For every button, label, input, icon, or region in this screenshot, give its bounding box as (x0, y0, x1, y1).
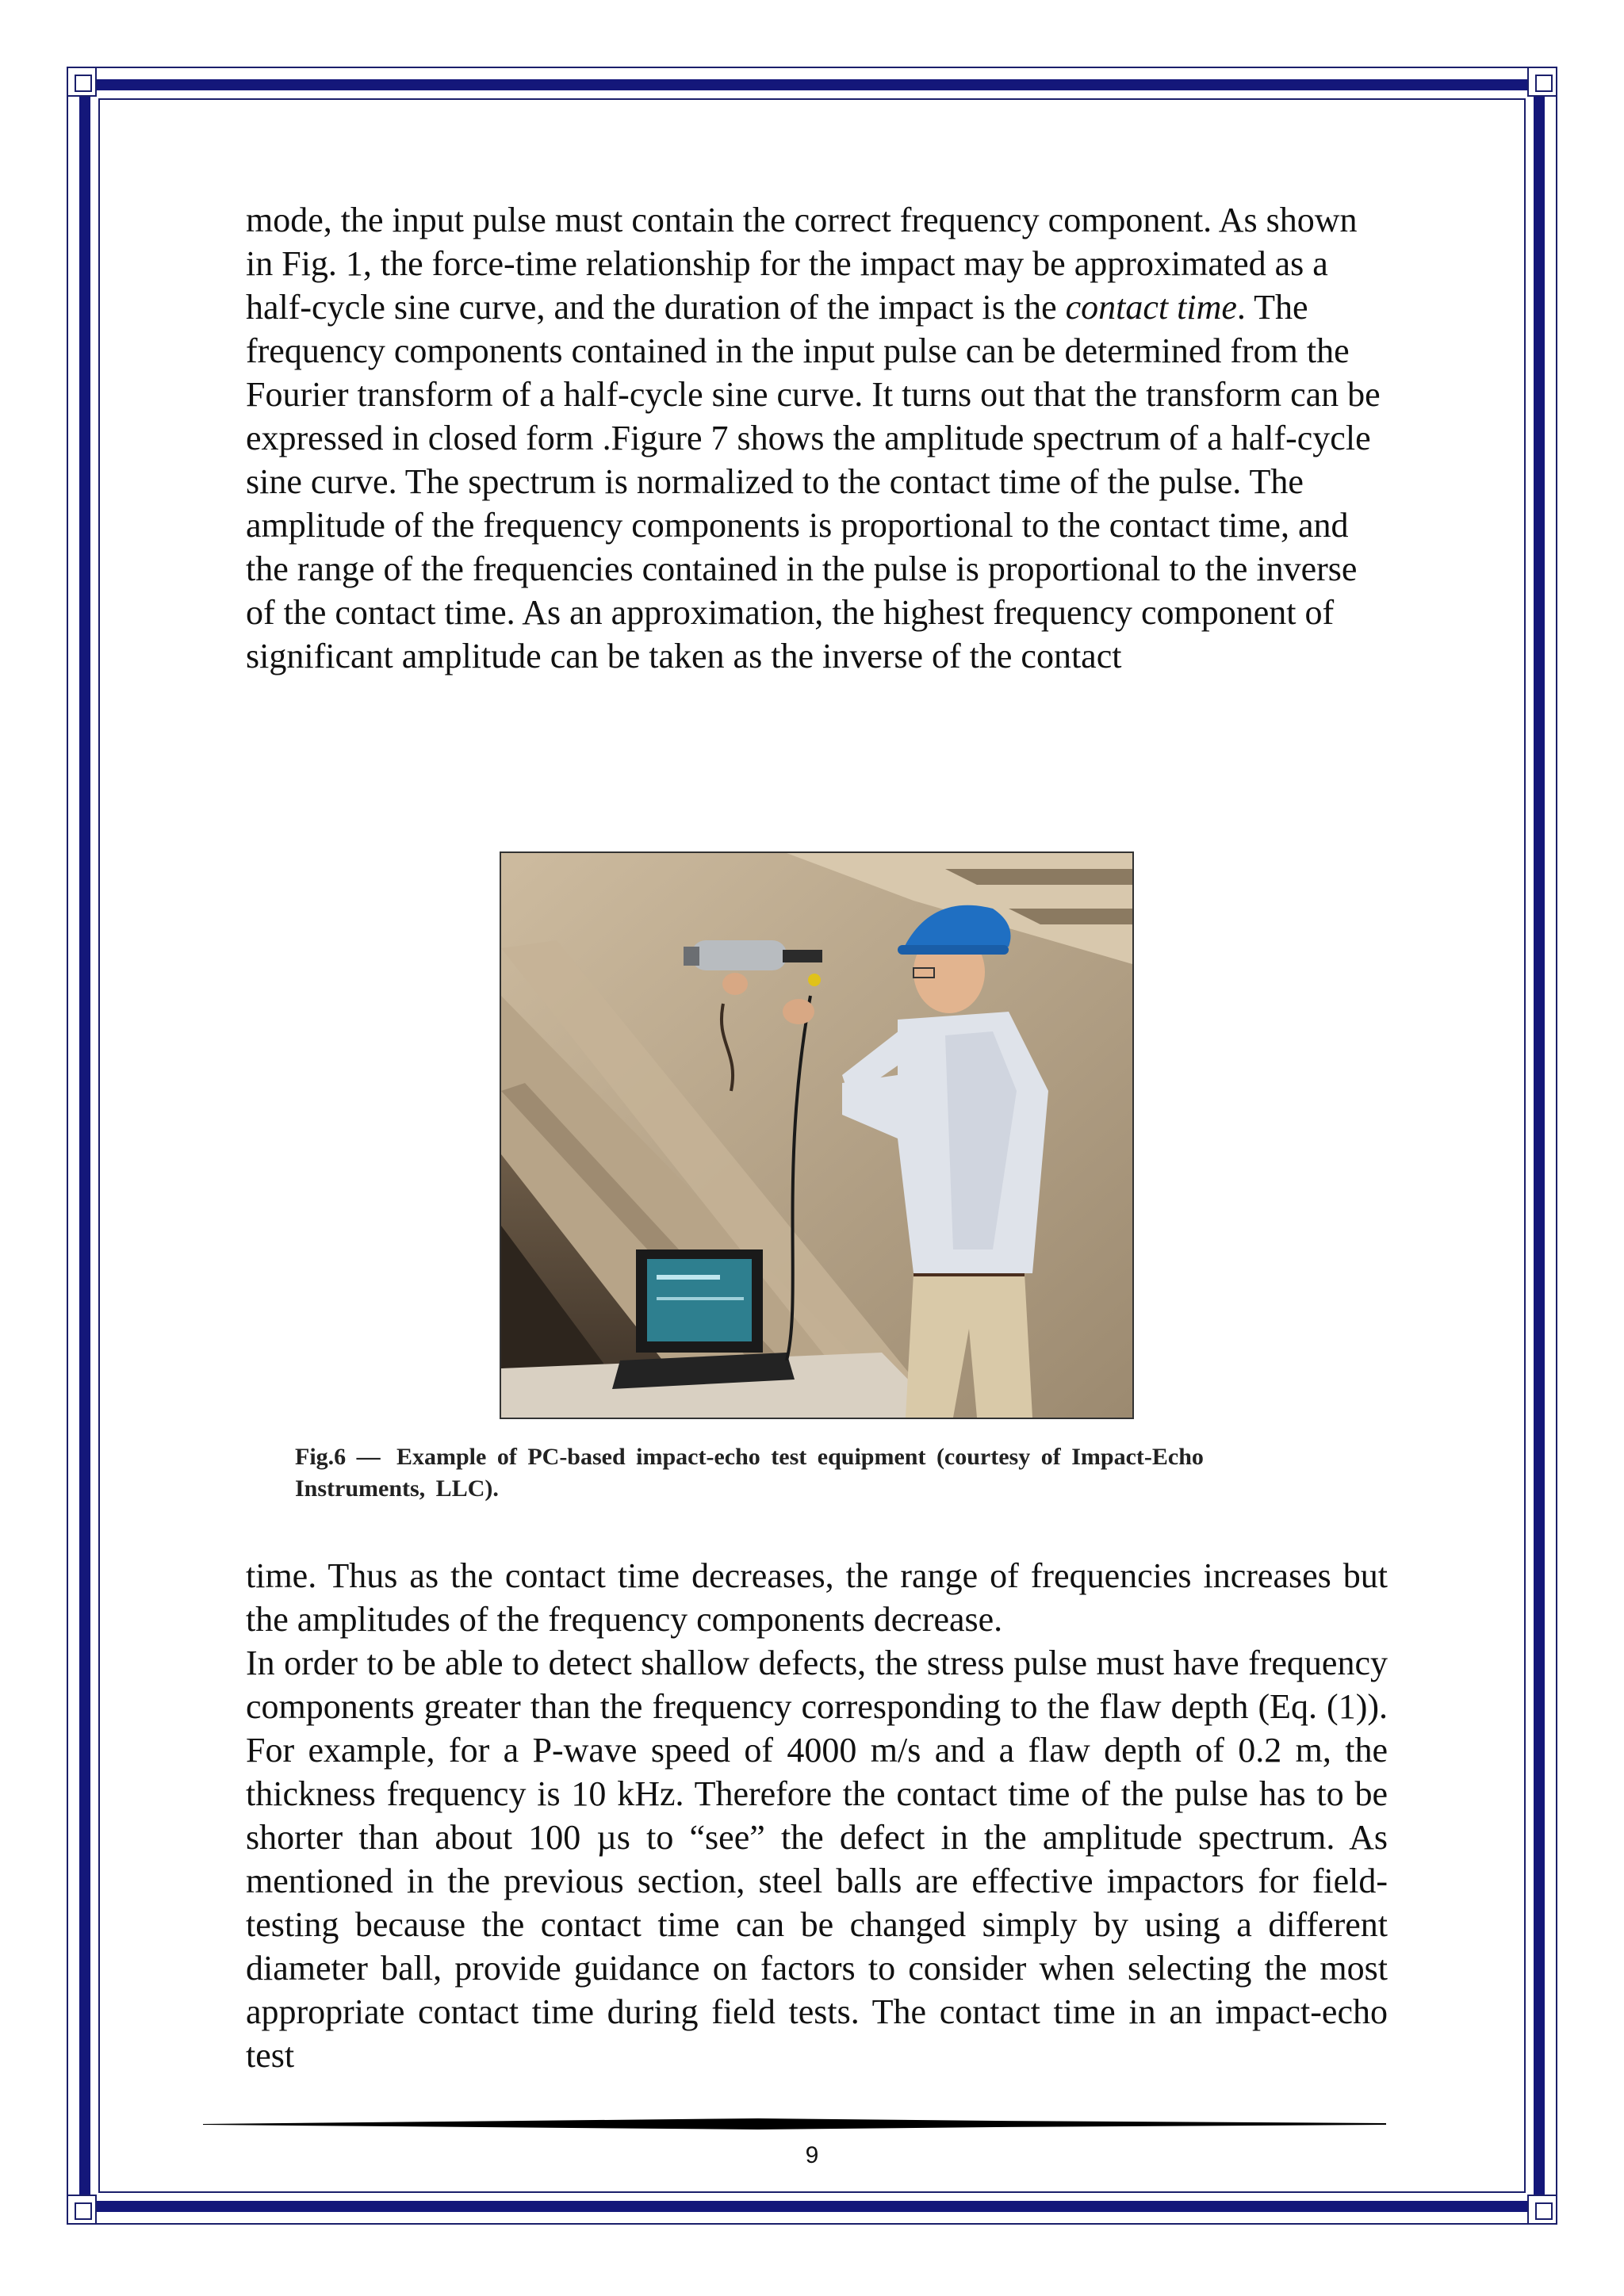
page-number: 9 (805, 2142, 819, 2168)
italic-term: contact time (1065, 288, 1237, 327)
figure-photo (500, 851, 1134, 1419)
paragraph-text-continued: . The frequency components contained in the input pulse can be determined from the Fourier transform of a half-cycle sine curve. It turns out that the transform can be expressed in closed form .Figure 7 shows the amplitude spectrum of a half-cycle sine curve. The spectrum is normalized to the contact time of the pulse. The amplitude of the frequency components is proportional to the contact time, and the range of the frequencies contained in the pulse is proportional to the inverse of the contact time. As an approximation, the highest frequency component of significant amplitude can be taken as the inverse of the contact (246, 288, 1381, 675)
figure-label: Fig.6 — (295, 1444, 381, 1470)
footer-rule (203, 2118, 1386, 2130)
figure-caption-text: Example of PC-based impact-echo test equipment (courtesy of Impact-Echo Instruments, LLC). (295, 1444, 1204, 1502)
paragraph-text: mode, the input pulse must contain the correct frequency component. As shown in Fig. 1, the force-time relationship for the impact may be approximated as a half-cycle sine curve, and the duration of the impact is the (246, 201, 1358, 327)
corner-ornament-bottom-left (67, 2195, 97, 2225)
body-paragraph-continued: time. Thus as the contact time decreases, the range of frequencies increases but the amplitudes of the frequency components decrease. (246, 1556, 1388, 1639)
body-paragraph-top (246, 198, 1388, 678)
corner-ornament-top-left (67, 67, 97, 97)
figure-caption (295, 1441, 1342, 1505)
corner-ornament-top-right (1527, 67, 1557, 97)
photo-illustration (501, 853, 1132, 1418)
corner-ornament-bottom-right (1527, 2195, 1557, 2225)
body-paragraph-shallow-defects: In order to be able to detect shallow defects, the stress pulse must have frequency components greater than the frequency corresponding to the flaw depth (Eq. (1)). For example, for a P-wave speed of 4000 m/s and a flaw depth of 0.2 m, the thickness frequency is 10 kHz. Therefore the contact time of the pulse has to be shorter than about 100 µs to “see” the defect in the amplitude spectrum. As mentioned in the previous section, steel balls are effective impactors for field-testing because the contact time can be changed simply by using a different diameter ball, provide guidance on factors to consider when selecting the most appropriate contact time during field tests. The contact time in an impact-echo test (246, 1644, 1388, 2075)
